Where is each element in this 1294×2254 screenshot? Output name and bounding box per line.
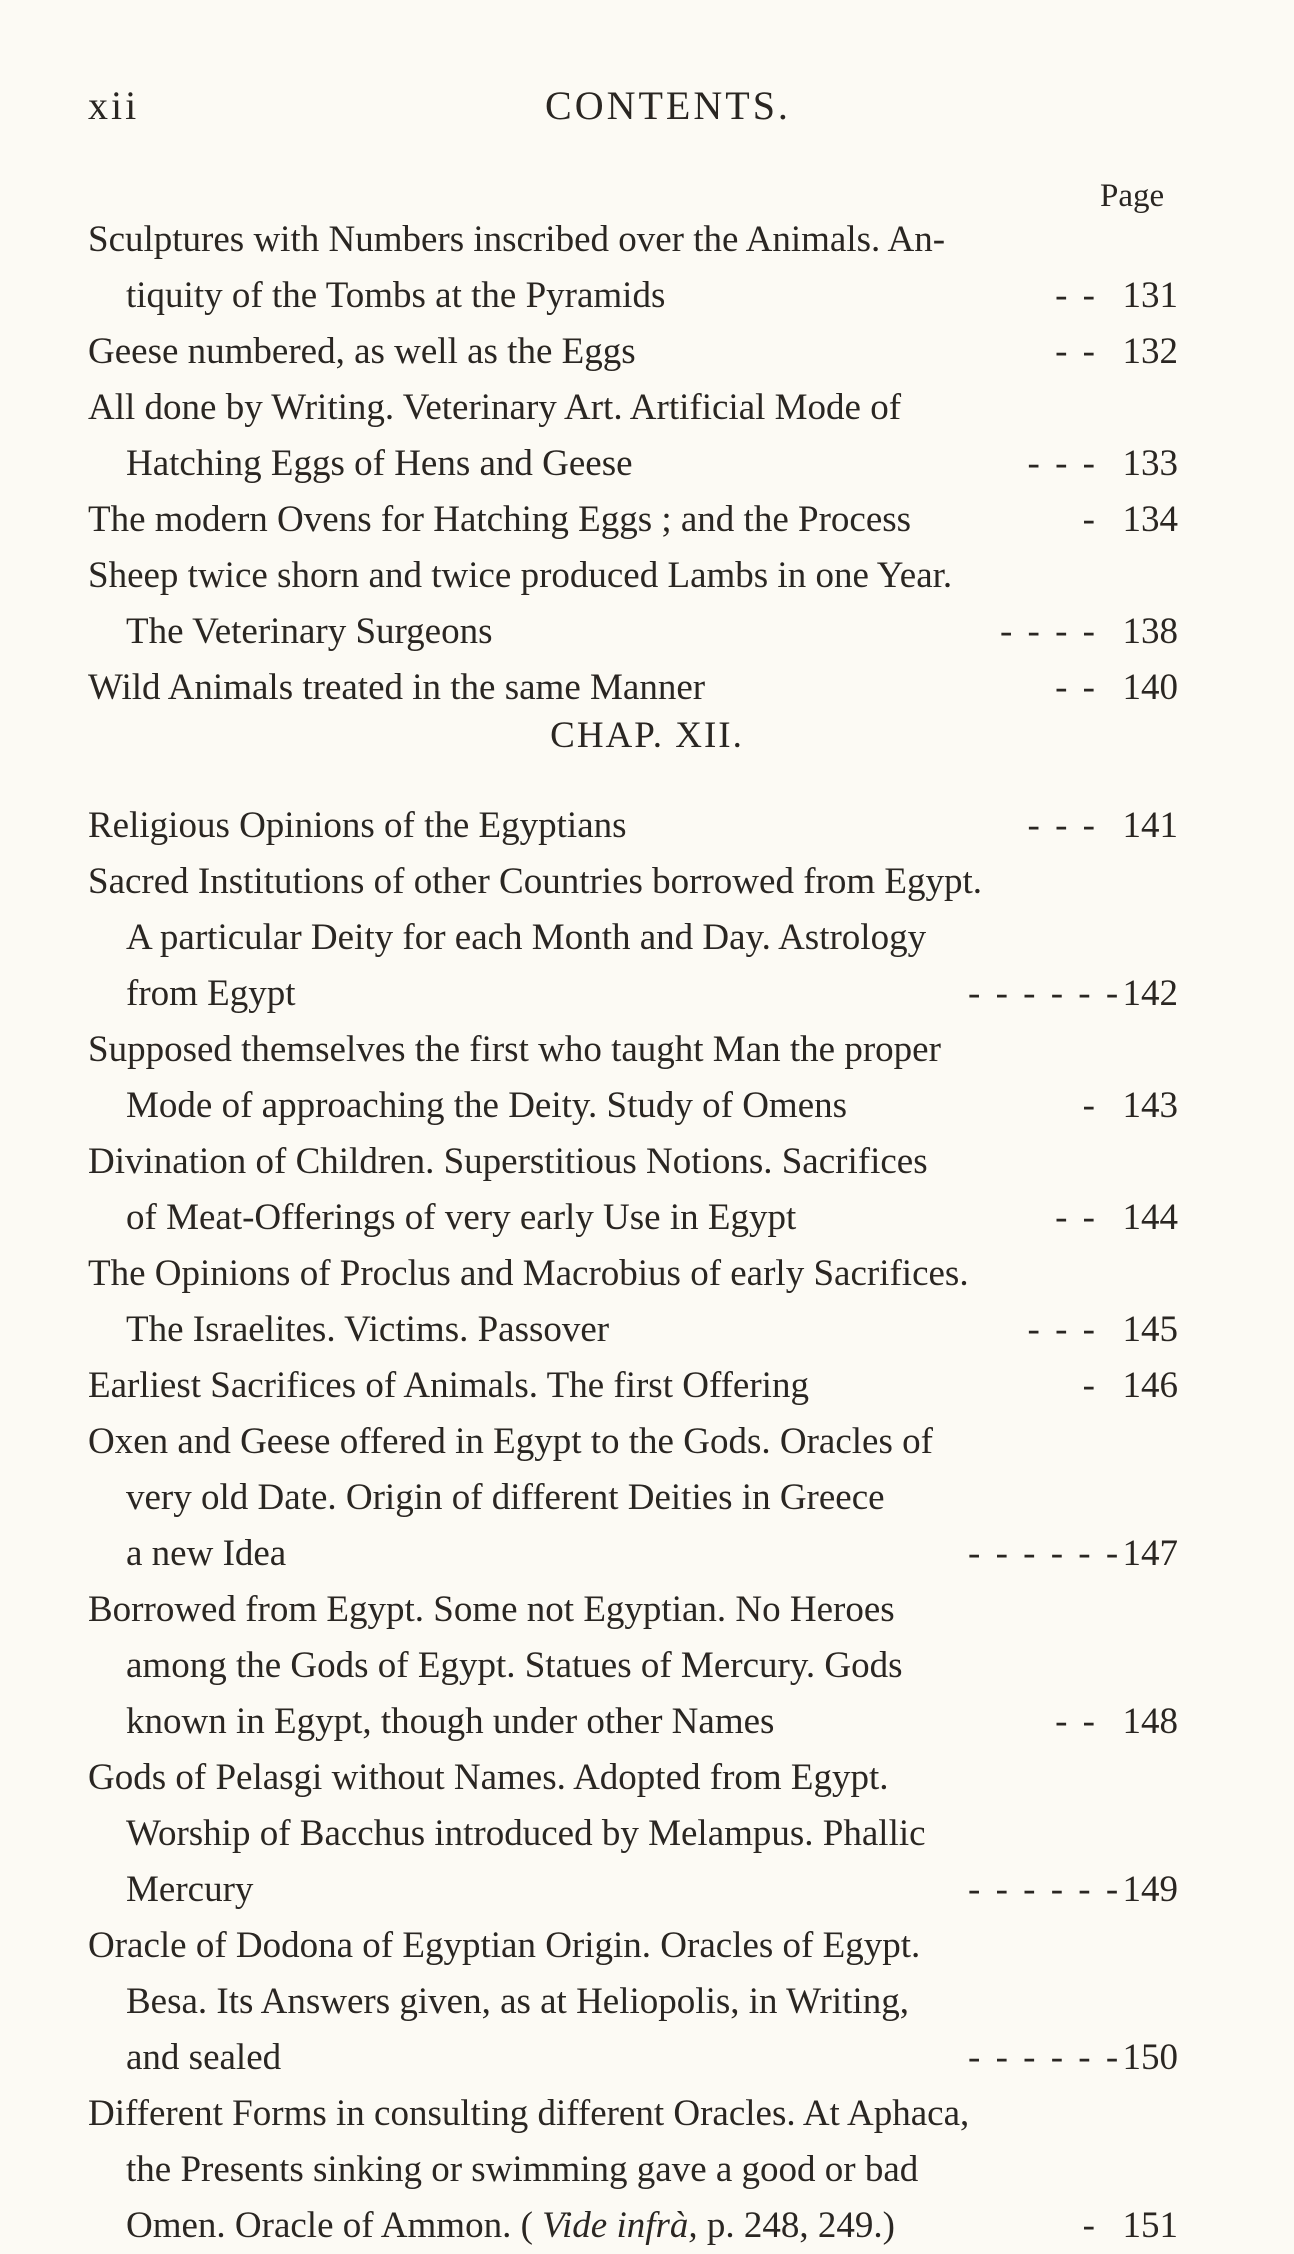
- entry-line: [88, 1694, 1178, 1750]
- dot-leader: -: [1082, 1085, 1098, 1126]
- entry-text: Mercury: [126, 1869, 254, 1910]
- entry-text: from Egypt: [126, 973, 296, 1014]
- entry-text: Mode of approaching the Deity. Study of Omens: [126, 1085, 848, 1126]
- running-title: CONTENTS.: [545, 83, 791, 128]
- page-number: 142: [1122, 973, 1178, 1014]
- entry-line: [88, 1078, 1178, 1134]
- dot-leader: - - - - - -: [968, 973, 1122, 1014]
- page-header: [88, 82, 1168, 142]
- dot-leader: - -: [1055, 1197, 1098, 1238]
- page-folio: xii: [88, 83, 140, 128]
- entry-line: [88, 1134, 1168, 1190]
- contents-entry: [88, 380, 1178, 492]
- entry-text: Sculptures with Numbers inscribed over the Animals. An-: [88, 219, 946, 260]
- entry-text: of Meat-Offerings of very early Use in Egypt: [126, 1197, 797, 1238]
- page-number: 141: [1122, 805, 1178, 846]
- entry-text: and sealed: [126, 2037, 282, 2078]
- page-number: 150: [1122, 2037, 1178, 2078]
- page-number: 131: [1122, 275, 1178, 316]
- entry-line: [88, 1358, 1178, 1414]
- entry-text: The Veterinary Surgeons: [126, 611, 493, 652]
- entry-line: [88, 1470, 1168, 1526]
- entry-line: [88, 436, 1178, 492]
- entry-line: [88, 1414, 1168, 1470]
- entry-text: among the Gods of Egypt. Statues of Mercury. Gods: [126, 1645, 903, 1686]
- contents-entry: [88, 324, 1178, 380]
- page-number: 144: [1122, 1197, 1178, 1238]
- contents-entry: [88, 1918, 1178, 2086]
- entry-text: All done by Writing. Veterinary Art. Artificial Mode of: [88, 387, 902, 428]
- entry-line: [88, 1302, 1178, 1358]
- contents-list-continued: [88, 212, 1178, 716]
- contents-entry: [88, 798, 1178, 854]
- entry-text: Divination of Children. Superstitious Notions. Sacrifices: [88, 1141, 928, 1182]
- chapter-heading: CHAP. XII.: [550, 715, 744, 756]
- page-number: 147: [1122, 1533, 1178, 1574]
- contents-entry: [88, 1750, 1178, 1918]
- entry-text: The Opinions of Proclus and Macrobius of early Sacrifices.: [88, 1253, 969, 1294]
- entry-text: Worship of Bacchus introduced by Melampus. Phallic: [126, 1813, 926, 1854]
- entry-line: [88, 492, 1178, 548]
- entry-italic-text: Vide infrà,: [542, 2205, 698, 2246]
- entry-line: [88, 604, 1178, 660]
- entry-text: Sheep twice shorn and twice produced Lambs in one Year.: [88, 555, 953, 596]
- entry-line: [88, 1190, 1178, 1246]
- contents-entry: [88, 854, 1178, 1022]
- page-number: 148: [1122, 1701, 1178, 1742]
- entry-text: The modern Ovens for Hatching Eggs ; and the Process: [88, 499, 912, 540]
- entry-line: [88, 1526, 1178, 1582]
- entry-text: Sacred Institutions of other Countries borrowed from Egypt.: [88, 861, 982, 902]
- entry-line: [88, 548, 1168, 604]
- entry-text: Besa. Its Answers given, as at Heliopolis, in Writing,: [126, 1981, 909, 2022]
- contents-entry: [88, 212, 1178, 324]
- entry-text: Oxen and Geese offered in Egypt to the Gods. Oracles of: [88, 1421, 933, 1462]
- dot-leader: - - -: [1027, 805, 1098, 846]
- entry-line: [88, 1862, 1178, 1918]
- entry-text: very old Date. Origin of different Deities in Greece: [126, 1477, 885, 1518]
- dot-leader: - -: [1055, 1701, 1098, 1742]
- entry-text: Omen. Oracle of Ammon. (: [126, 2205, 533, 2246]
- dot-leader: -: [1082, 2205, 1098, 2246]
- contents-entry: [88, 492, 1178, 548]
- entry-line: [88, 660, 1178, 716]
- entry-line-last: [88, 2198, 1178, 2254]
- page-number: 149: [1122, 1869, 1178, 1910]
- entry-line: [88, 1638, 1168, 1694]
- entry-line: [88, 1806, 1168, 1862]
- contents-entry: [88, 548, 1178, 660]
- entry-text: Supposed themselves the first who taught Man the proper: [88, 1029, 941, 1070]
- contents-entry: [88, 1134, 1178, 1246]
- entry-line: [88, 798, 1178, 854]
- dot-leader: - - - - - -: [968, 2037, 1122, 2078]
- entry-line: [88, 1246, 1168, 1302]
- page-number: 133: [1122, 443, 1178, 484]
- dot-leader: -: [1082, 499, 1098, 540]
- entry-text: known in Egypt, though under other Names: [126, 1701, 775, 1742]
- page-number: 138: [1122, 611, 1178, 652]
- entry-text: Hatching Eggs of Hens and Geese: [126, 443, 633, 484]
- entry-line: [88, 1974, 1168, 2030]
- page-column-label: Page: [1100, 178, 1165, 214]
- dot-leader: - - - - - -: [968, 1869, 1122, 1910]
- entry-text: tiquity of the Tombs at the Pyramids: [126, 275, 666, 316]
- page-number: 151: [1122, 2205, 1178, 2246]
- entry-text: Geese numbered, as well as the Eggs: [88, 331, 636, 372]
- contents-entry: [88, 1414, 1178, 1582]
- dot-leader: - - - - - -: [968, 1533, 1122, 1574]
- entry-text: Wild Animals treated in the same Manner: [88, 667, 706, 708]
- contents-entry: [88, 1022, 1178, 1134]
- contents-entry: [88, 1246, 1178, 1358]
- entry-text: Religious Opinions of the Egyptians: [88, 805, 627, 846]
- entry-text: p. 248, 249.): [706, 2205, 895, 2246]
- dot-leader: - -: [1055, 331, 1098, 372]
- dot-leader: -: [1082, 1365, 1098, 1406]
- entry-line: [88, 854, 1168, 910]
- entry-line: [88, 212, 1168, 268]
- entry-line: [88, 1918, 1168, 1974]
- page-number: 132: [1122, 331, 1178, 372]
- entry-line: [88, 1750, 1168, 1806]
- entry-line: the Presents sinking or swimming gave a good or bad: [126, 2149, 919, 2190]
- entry-line: [88, 1022, 1168, 1078]
- entry-text: a new Idea: [126, 1533, 287, 1574]
- entry-line: [88, 324, 1178, 380]
- entry-text: Oracle of Dodona of Egyptian Origin. Oracles of Egypt.: [88, 1925, 921, 1966]
- entry-line: [88, 1582, 1168, 1638]
- contents-list-chapter-xii: [88, 798, 1178, 2254]
- page-number: 134: [1122, 499, 1178, 540]
- entry-line: [88, 966, 1178, 1022]
- entry-line: [88, 2030, 1178, 2086]
- contents-entry: [88, 1358, 1178, 1414]
- entry-line: [88, 910, 1168, 966]
- entry-text: Gods of Pelasgi without Names. Adopted from Egypt.: [88, 1757, 889, 1798]
- entry-text: Earliest Sacrifices of Animals. The first Offering: [88, 1365, 809, 1406]
- dot-leader: - - -: [1027, 443, 1098, 484]
- entry-line: [88, 380, 1168, 436]
- entry-line: [88, 268, 1178, 324]
- dot-leader: - -: [1055, 275, 1098, 316]
- dot-leader: - -: [1055, 667, 1098, 708]
- page-number: 145: [1122, 1309, 1178, 1350]
- page-number: 140: [1122, 667, 1178, 708]
- entry-text: Borrowed from Egypt. Some not Egyptian. No Heroes: [88, 1589, 895, 1630]
- entry-text: The Israelites. Victims. Passover: [126, 1309, 610, 1350]
- chapter-xii-entries: [88, 798, 1178, 2086]
- dot-leader: - - - -: [999, 611, 1098, 652]
- entry-line: Different Forms in consulting different Oracles. At Aphaca,: [88, 2093, 970, 2134]
- contents-entry: [88, 660, 1178, 716]
- contents-entry: [88, 1582, 1178, 1750]
- contents-entry-oracles: [88, 2086, 1178, 2254]
- entry-text: A particular Deity for each Month and Day. Astrology: [126, 917, 927, 958]
- page-number: 146: [1122, 1365, 1178, 1406]
- dot-leader: - - -: [1027, 1309, 1098, 1350]
- page-number: 143: [1122, 1085, 1178, 1126]
